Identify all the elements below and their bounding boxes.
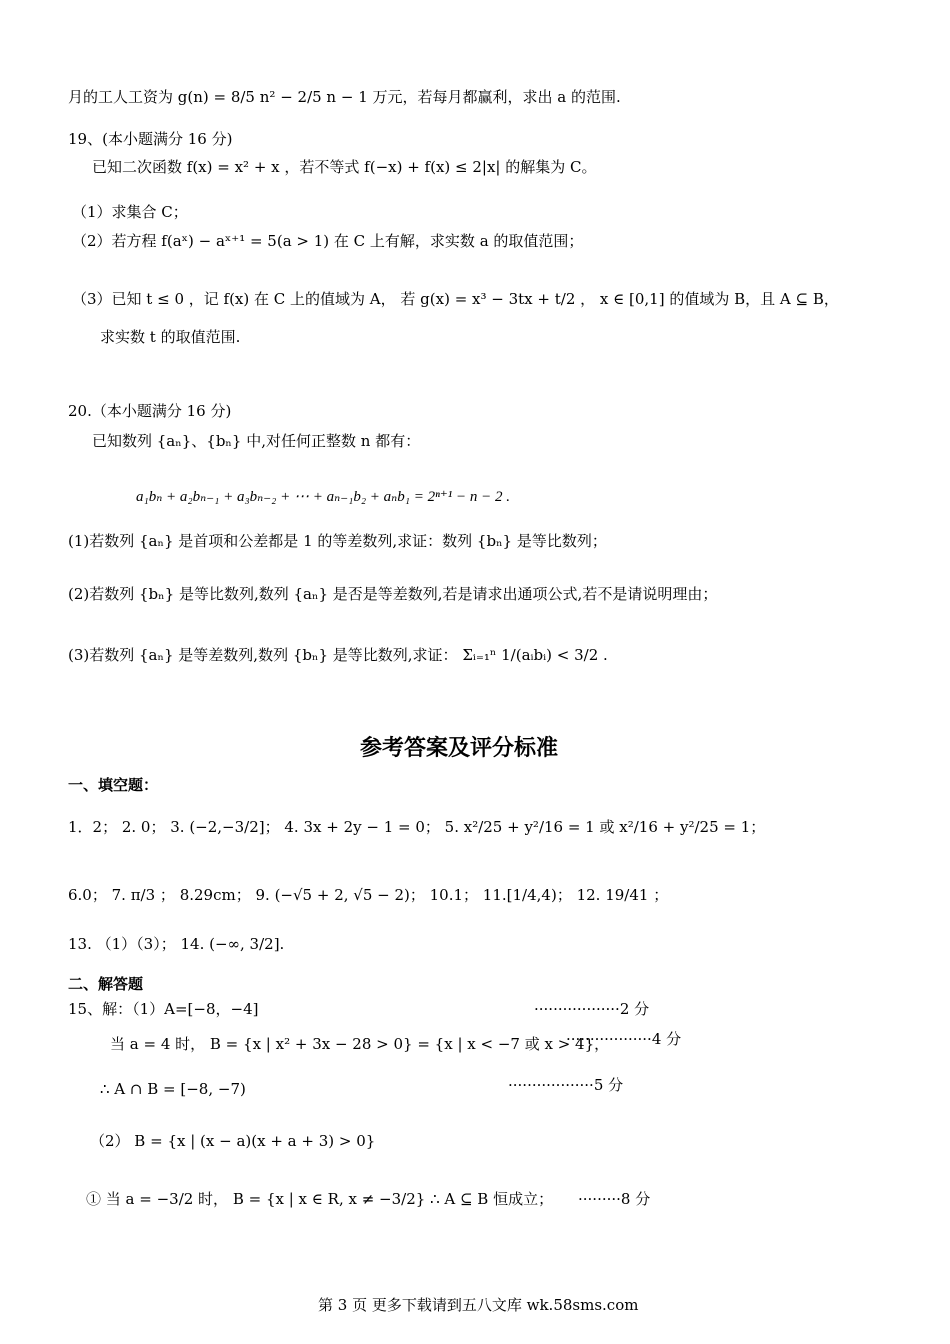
section-heading: 一、填空题： xyxy=(68,776,159,794)
answer-line: 13. （1）（3）； 14. (−∞, 3/2]. xyxy=(68,935,285,953)
score-marker: ··················2 分 xyxy=(534,1000,650,1018)
text-line: （1）求集合 C； xyxy=(72,203,188,221)
text-line: 已知二次函数 f(x) = x² + x ，若不等式 f(−x) + f(x) ≤ 2|x| 的解集为 C。 xyxy=(92,158,597,176)
text-line: 已知数列 {aₙ}、{bₙ} 中,对任何正整数 n 都有： xyxy=(92,432,421,450)
answer-line: （2） B = {x | (x − a)(x + a + 3) > 0} xyxy=(90,1132,376,1150)
page-footer: 第 3 页 更多下载请到五八文库 wk.58sms.com xyxy=(318,1296,639,1314)
answer-line: ① 当 a = −3/2 时， B = {x | x ∈ R, x ≠ −3/2} ∴ A ⊆ B 恒成立； xyxy=(86,1190,554,1208)
answer-line: 1．2； 2. 0； 3. (−2,−3/2]； 4. 3x + 2y − 1 = 0； 5. x²/25 + y²/16 = 1 或 x²/16 + y²/25 = 1； xyxy=(68,818,766,836)
text-line: （2）若方程 f(aˣ) − aˣ⁺¹ = 5(a > 1) 在 C 上有解，求实数 a 的取值范围； xyxy=(72,232,584,250)
score-marker: ·········8 分 xyxy=(578,1190,651,1208)
score-marker: ··················4 分 xyxy=(566,1030,682,1048)
section-heading: 二、解答题 xyxy=(68,975,144,993)
formula-line: a₁bₙ + a₂bₙ₋₁ + a₃bₙ₋₂ + ⋯ + aₙ₋₁b₂ + aₙb₁ = 2ⁿ⁺¹ − n − 2 . xyxy=(136,489,510,505)
answer-section-title: 参考答案及评分标准 xyxy=(360,736,559,761)
answer-line: 15、解：（1）A=[−8，−4] xyxy=(68,1000,259,1018)
text-line: （3）已知 t ≤ 0 ，记 f(x) 在 C 上的值域为 A， 若 g(x) = x³ − 3tx + t/2 ， x ∈ [0,1] 的值域为 B，且 A ⊆ B， xyxy=(72,290,839,308)
text-line: (2)若数列 {bₙ} 是等比数列,数列 {aₙ} 是否是等差数列,若是请求出通项公式,若不是请说明理由； xyxy=(68,585,718,603)
answer-line: 当 a = 4 时， B = {x | x² + 3x − 28 > 0} = {x | x < −7 或 x > 4}， xyxy=(110,1035,610,1053)
question-19-heading: 19、(本小题满分 16 分) xyxy=(68,130,233,148)
answer-line: 6.0； 7. π/3 ； 8.29cm； 9. (−√5 + 2, √5 − 2)； 10.1； 11.[1/4,4)； 12. 19/41 ； xyxy=(68,886,669,904)
question-20-heading: 20.（本小题满分 16 分) xyxy=(68,402,232,420)
score-marker: ··················5 分 xyxy=(508,1076,624,1094)
text-line: (1)若数列 {aₙ} 是首项和公差都是 1 的等差数列,求证：数列 {bₙ} 是等比数列； xyxy=(68,532,607,550)
answer-line: ∴ A ∩ B = [−8, −7) xyxy=(100,1080,246,1098)
text-line: (3)若数列 {aₙ} 是等差数列,数列 {bₙ} 是等比数列,求证： Σᵢ₌₁ⁿ 1/(aᵢbᵢ) < 3/2 . xyxy=(68,646,608,664)
text-line: 月的工人工资为 g(n) = 8/5 n² − 2/5 n − 1 万元，若每月都赢利，求出 a 的范围. xyxy=(68,88,621,106)
text-line: 求实数 t 的取值范围. xyxy=(100,328,241,346)
